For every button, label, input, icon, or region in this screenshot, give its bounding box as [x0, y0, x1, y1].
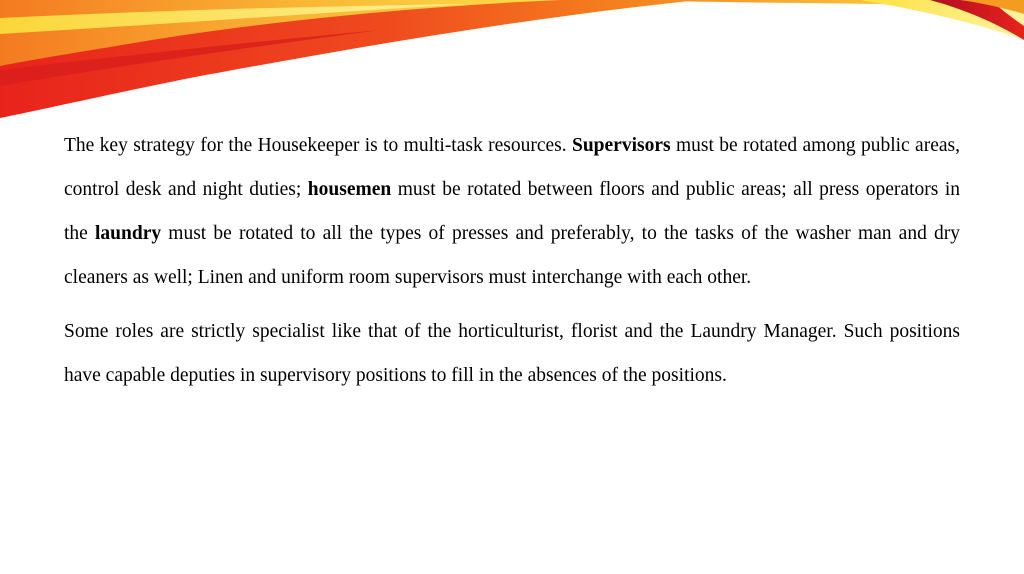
text-run: must be rotated to all the types of presses and preferably, to the tasks of the washer man and dry cleaners as well; Linen and uniform room supervisors must interchange with each other.	[64, 223, 960, 288]
text-run: must be rotated among public areas, control desk and night duties;	[64, 135, 960, 200]
paragraph	[64, 310, 960, 398]
decorative-swoosh-banner	[0, 0, 1024, 130]
paragraph	[64, 124, 960, 300]
text-run: Some roles are strictly specialist like that of the horticulturist, florist and the Laundry Manager. Such positions have capable deputies in supervisory positions to fill in the absences of the positions.	[64, 321, 960, 386]
text-run-bold: laundry	[95, 223, 162, 244]
text-run: The key strategy for the Housekeeper is to multi-task resources.	[64, 135, 572, 156]
slide-body	[64, 124, 960, 398]
text-run: must be rotated between floors and public areas; all press operators in the	[64, 179, 960, 244]
text-run-bold: Supervisors	[571, 135, 671, 156]
text-run-bold: housemen	[307, 179, 392, 200]
